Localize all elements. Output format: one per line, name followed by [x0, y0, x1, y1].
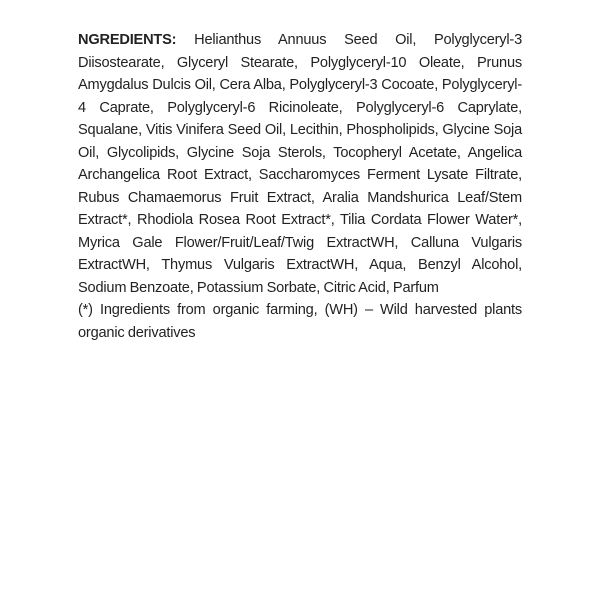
ingredients-list: Helianthus Annuus Seed Oil, Polyglyceryl-3 Diisostearate, Glyceryl Stearate, Polyglyceryl-10 Oleate, Prunus Amygdalus Dulcis Oil, Cera Alba, Polyglyceryl-3 Cocoate, Polyglyceryl-4 Caprate, Polyglyceryl-6 Ricinoleate, Polyglyceryl-6 Caprylate, Squalane, Vitis Vinifera Seed Oil, Lecithin, Phospholipids, Glycine Soja Oil, Glycolipids, Glycine Soja Sterols, Tocopheryl Acetate, Angelica Archangelica Root Extract, Saccharomyces Ferment Lysate Filtrate, Rubus Chamaemorus Fruit Extract, Aralia Mandshurica Leaf/Stem Extract*, Rhodiola Rosea Root Extract*, Tilia Cordata Flower Water*, Myrica Gale Flower/Fruit/Leaf/Twig ExtractWH, Calluna Vulgaris ExtractWH, Thymus Vulgaris ExtractWH, Aqua, Benzyl Alcohol, Sodium Benzoate, Potassium Sorbate, Citric Acid, Parfum	[78, 32, 522, 296]
ingredients-text	[78, 29, 522, 299]
ingredients-label: NGREDIENTS:	[78, 32, 177, 48]
footnote: (*) Ingredients from organic farming, (WH) – Wild harvested plants organic derivatives	[78, 302, 522, 341]
